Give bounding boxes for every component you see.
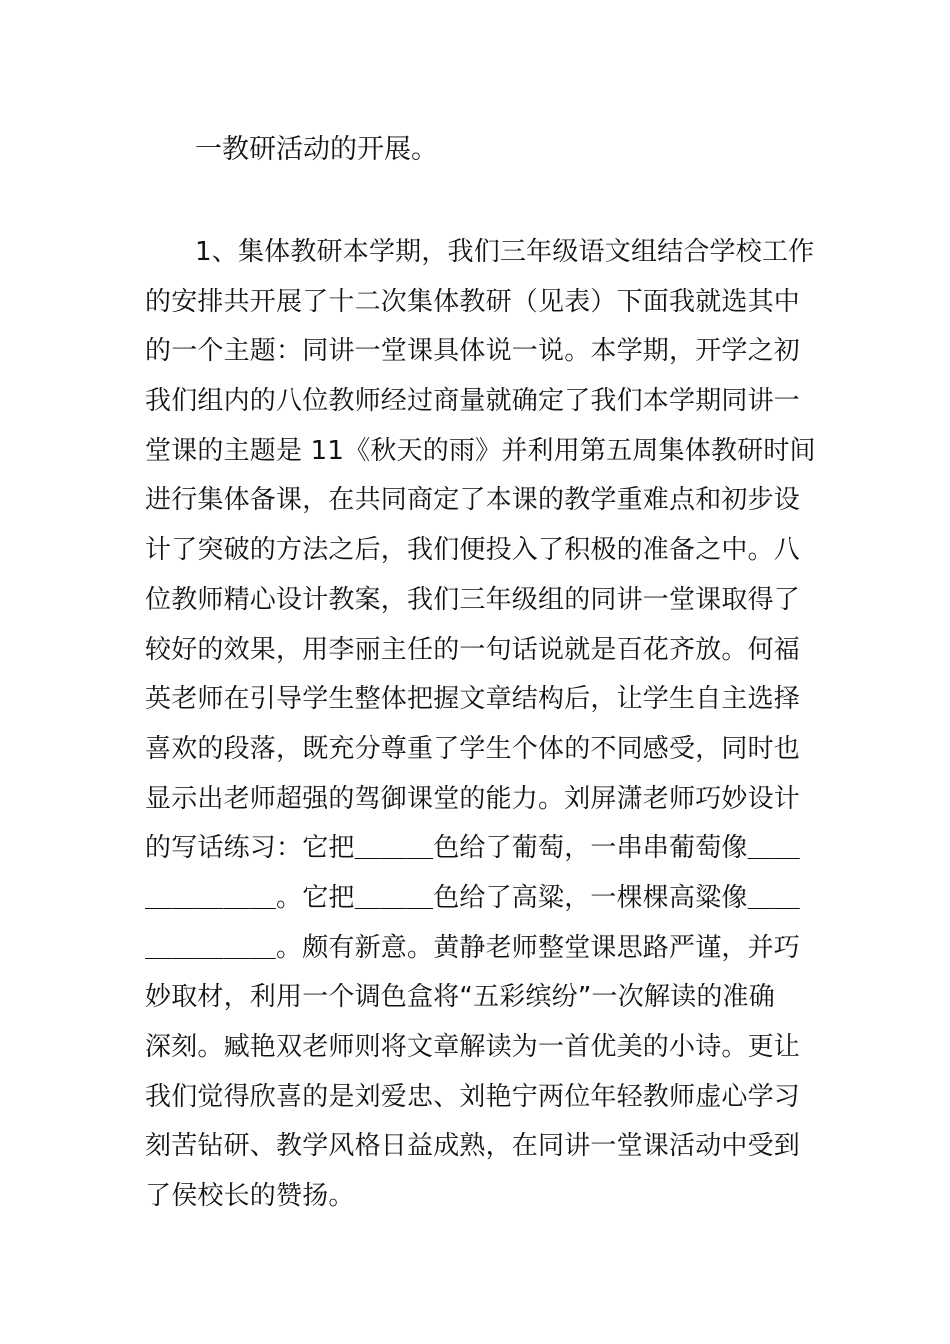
text-line: 深刻。臧艳双老师则将文章解读为一首优美的小诗。更让 xyxy=(145,1032,801,1062)
text-line: 刻苦钻研、教学风格日益成熟，在同讲一堂课活动中受到 xyxy=(145,1131,801,1162)
text-line: 我们觉得欣喜的是刘爱忠、刘艳宁两位年轻教师虚心学习 xyxy=(145,1081,801,1112)
text-line: 的写话练习：它把＿＿＿色给了葡萄，一串串葡萄像＿＿ xyxy=(145,833,801,864)
text-line: 显示出老师超强的驾御课堂的能力。刘屏潇老师巧妙设计 xyxy=(145,783,801,814)
text-line: 我们组内的八位教师经过商量就确定了我们本学期同讲一 xyxy=(145,386,801,417)
text-line: 1、集体教研本学期，我们三年级语文组结合学校工作 xyxy=(195,237,815,267)
text-line: 较好的效果，用李丽主任的一句话说就是百花齐放。何福 xyxy=(145,634,801,665)
body-paragraph xyxy=(145,228,825,1222)
text-line: ＿＿＿＿＿。颇有新意。黄静老师整堂课思路严谨，并巧 xyxy=(145,932,801,963)
text-line: 英老师在引导学生整体把握文章结构后，让学生自主选择 xyxy=(145,684,801,715)
text-line: 的安排共开展了十二次集体教研（见表）下面我就选其中 xyxy=(145,286,801,317)
text-line: 计了突破的方法之后，我们便投入了积极的准备之中。八 xyxy=(145,535,801,566)
text-line: 妙取材，利用一个调色盒将“五彩缤纷”一次解读的准确 xyxy=(145,982,775,1013)
text-line: 喜欢的段落，既充分尊重了学生个体的不同感受，同时也 xyxy=(145,733,801,764)
section-heading: 一教研活动的开展。 xyxy=(195,134,438,165)
text-line: ＿＿＿＿＿。它把＿＿＿色给了高粱，一棵棵高粱像＿＿ xyxy=(145,882,801,913)
text-line: 进行集体备课，在共同商定了本课的教学重难点和初步设 xyxy=(145,485,801,516)
text-line: 堂课的主题是 11《秋天的雨》并利用第五周集体教研时间 xyxy=(145,435,816,466)
text-line: 位教师精心设计教案，我们三年级组的同讲一堂课取得了 xyxy=(145,584,801,615)
text-line: 了侯校长的赞扬。 xyxy=(145,1181,355,1212)
text-line: 的一个主题：同讲一堂课具体说一说。本学期，开学之初 xyxy=(145,336,801,367)
